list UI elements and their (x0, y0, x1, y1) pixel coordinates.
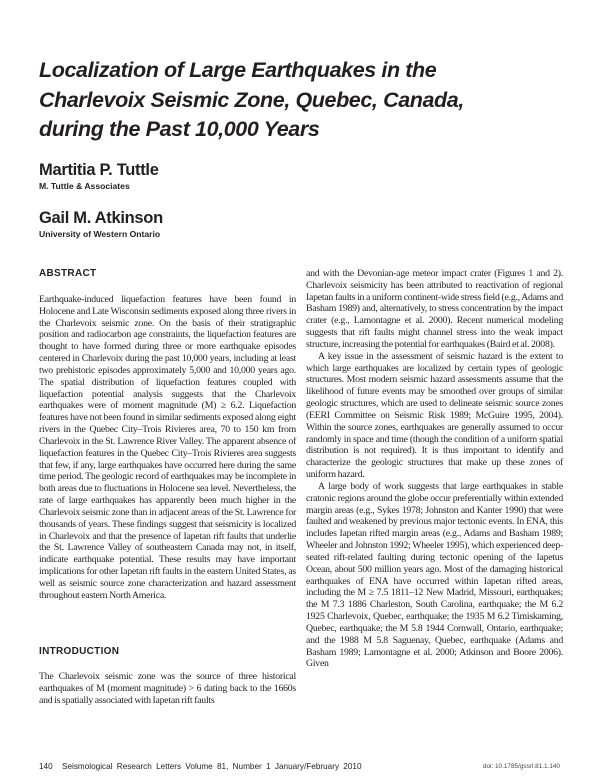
introduction-column (39, 671, 296, 706)
page-footer (39, 761, 560, 773)
page-number: 140 (39, 762, 53, 771)
introduction-text: The Charlevoix seismic zone was the source of three historical earthquakes of M (moment magnitude) > 6 dating back to the 1660s and is spatially associated with Iapetan rift faults (39, 671, 296, 706)
doi-text: doi: 10.1785/gssrl.81.1.140 (482, 763, 560, 770)
abstract-text: Earthquake-induced liquefaction features have been found in Holocene and Late Wisconsin sediments exposed along three rivers in the Charlevoix seismic zone. On the basis of their stratigraphic position and radiocarbon age constraints, the liquefaction features are thought to have formed during three or more earthquake episodes centered in Charlevoix during the past 10,000 years, including at least two prehistoric episodes approximately 5,000 and 10,000 years ago. The spatial distribution of liquefaction features coupled with liquefaction potential analysis suggests that the Charlevoix earthquakes were of moment magnitude (M) ≥ 6.2. Liquefaction features have not been found in similar sediments exposed along eight rivers in the Quebec City–Trois Rivieres area, 70 to 150 km from Charlevoix in the St. Lawrence River Valley. The apparent absence of liquefaction features in the Quebec City–Trois Rivieres area suggests that few, if any, large earthquakes have occurred here during the same time period. The geologic record of earthquakes may be incomplete in both areas due to fluctuations in Holocene sea level. Nevertheless, the rate of large earthquakes has apparently been much higher in the Charlevoix seismic zone than in adjacent areas of the St. Lawrence for thousands of years. These findings suggest that seismicity is localized in Charlevoix and that the presence of Iapetan rift faults that underlie the St. Lawrence Valley of southeastern Canada may not, in itself, indicate earthquake potential. These results may have important implications for other Iapetan rift faults in the eastern United States, as well as seismic source zone characterization and hazard assessment throughout eastern North America. (39, 294, 296, 601)
abstract-heading: ABSTRACT (39, 268, 97, 279)
article-title (39, 56, 579, 145)
introduction-heading: INTRODUCTION (39, 646, 120, 657)
journal-citation: Seismological Research Letters Volume 81, Number 1 January/February 2010 (62, 762, 362, 771)
abstract-column (39, 294, 296, 602)
author-affiliation: University of Western Ontario (39, 229, 161, 239)
body-paragraph: A key issue in the assessment of seismic hazard is the extent to which large earthquakes are localized by certain types of geologic structures. Most modern seismic hazard assessments assume that the likelihood of future events may be smoothed over groups of similar geologic structures, which are used to delineate seismic source zones (EERI Committee on Seismic Risk 1989; McGuire 1995, 2004). Within the source zones, earthquakes are generally assumed to occur randomly in space and time (though the condition of a uniform spatial distribution is not required). It is thus important to identify and characterize the geologic structures that make up these zones of uniform hazard. (306, 350, 563, 481)
body-paragraph: A large body of work suggests that large earthquakes in stable cratonic regions around the globe occur preferentially within extended margin areas (e.g., Sykes 1978; Johnston and Kanter 1990) that were faulted and weakened by previous major tectonic events. In ENA, this includes Iapetan rifted margin areas (e.g., Adams and Basham 1989; Wheeler and Johnston 1992; Wheeler 1995), which experienced deep-seated rift-related faulting during tectonic opening of the Iapetus Ocean, about 500 million years ago. Most of the damaging historical earthquakes of ENA have occurred within Iapetan rifted areas, including the M ≥ 7.5 1811–12 New Madrid, Missouri, earthquakes; the M 7.3 1886 Charleston, South Carolina, earthquake; the M 6.2 1925 Charlevoix, Quebec, earthquake; the 1935 M 6.2 Timiskaming, Quebec, earthquake; the M 5.8 1944 Cornwall, Ontario, earthquake; and the 1988 M 5.8 Saguenay, Quebec, earthquake (Adams and Basham 1989; Lamontagne et al. 2000; Atkinson and Boore 2006). Given (306, 480, 563, 670)
title-line: Charlevoix Seismic Zone, Quebec, Canada, (39, 87, 464, 112)
title-line: Localization of Large Earthquakes in the (39, 58, 437, 82)
body-paragraph: and with the Devonian-age meteor impact crater (Figures 1 and 2). Charlevoix seismicity has been attributed to reactivation of regional Iapetan faults in a uniform continent-wide stress field (e.g., Adams and Basham 1989) and, alternatively, to stress concentration by the impact crater (e.g., Lamontagne et al. 2000). Recent numerical modeling suggests that rift faults might channel stress into the weak impact structure, increasing the potential for earthquakes (Baird et al. 2008). (306, 268, 563, 350)
author-name: Martitia P. Tuttle (39, 161, 159, 179)
right-column (306, 268, 563, 670)
author-affiliation: M. Tuttle & Associates (39, 181, 130, 191)
author-name: Gail M. Atkinson (39, 209, 163, 227)
title-line: during the Past 10,000 Years (39, 117, 320, 141)
